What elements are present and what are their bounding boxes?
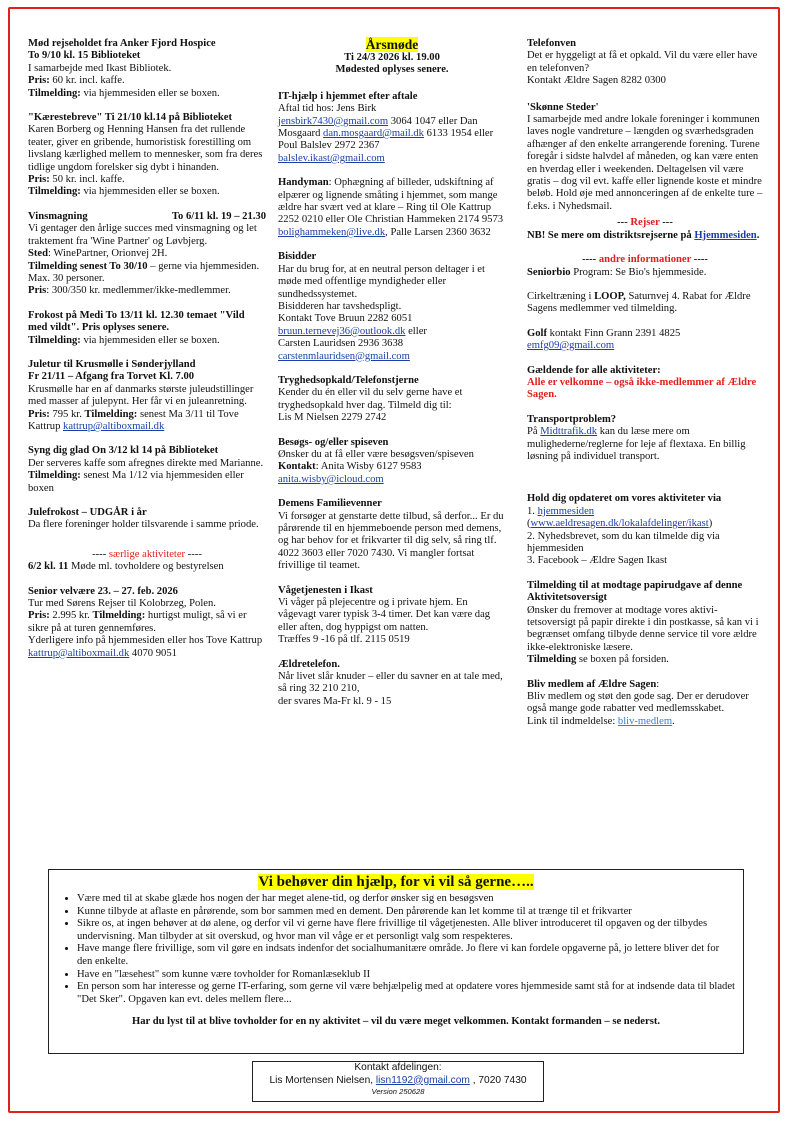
registration-text: senest Ma 1/12 via hjemmesiden eller boxen bbox=[28, 470, 244, 494]
price-label: Pris bbox=[28, 285, 47, 297]
divider: ---- bbox=[691, 254, 708, 266]
event-wine-tasting bbox=[28, 211, 266, 298]
section-description: Det er hyggeligt at få et opkald. Vil du være eller have en telefonven? bbox=[527, 50, 758, 74]
column-middle bbox=[278, 38, 506, 720]
registration-text: via hjemmesiden eller se boxen. bbox=[80, 186, 220, 198]
section-title: Vågetjenesten i Ikast bbox=[278, 584, 373, 596]
divider: --- bbox=[617, 217, 631, 229]
contact-text: Kontakt Tove Bruun 2282 6051 bbox=[278, 313, 413, 325]
email-link[interactable]: balslev.ikast@gmail.com bbox=[278, 152, 385, 164]
circuit-training bbox=[527, 291, 763, 316]
email-link[interactable]: dan.mosgaard@mail.dk bbox=[323, 128, 424, 140]
bisidder bbox=[278, 251, 506, 363]
section-title: Tryghedsopkald/Telefonstjerne bbox=[278, 374, 419, 386]
event-senior-wellness bbox=[28, 586, 266, 660]
column-right bbox=[527, 38, 763, 740]
event-text: I samarbejde med Ikast Bibliotek. bbox=[28, 62, 172, 74]
email-link[interactable]: kattrup@altiboxmail.dk bbox=[28, 647, 130, 659]
url-link[interactable]: www.aeldresagen.dk/lokalafdelinger/ikast bbox=[530, 518, 709, 530]
contact-text: der svares Ma-Fr kl. 9 - 15 bbox=[278, 695, 392, 707]
registration-label: Tilmelding bbox=[527, 654, 577, 666]
list-item: 2. Nyhedsbrevet, som du kan tilmelde dig via hjemmesiden bbox=[527, 530, 720, 554]
travel bbox=[527, 217, 763, 242]
divider: ---- bbox=[92, 548, 109, 560]
contact-text: Carsten Lauridsen 2936 3638 bbox=[278, 338, 404, 350]
section-text: Link til indmeldelse: bbox=[527, 715, 618, 727]
divider: ---- bbox=[185, 548, 202, 560]
email-link[interactable]: bruun.ternevej36@outlook.dk bbox=[278, 325, 406, 337]
event-sing-along bbox=[28, 445, 266, 495]
contact-text: kontakt Finn Grann 2391 4825 bbox=[547, 327, 681, 339]
registration-text: se boxen på forsiden. bbox=[576, 654, 669, 666]
section-label: særlige aktiviteter bbox=[108, 548, 186, 560]
more-info: Yderligere info på hjemmesiden eller hos Tove Kattrup bbox=[28, 635, 263, 647]
phone-friend bbox=[527, 38, 763, 88]
homepage-link[interactable]: hjemmesiden bbox=[537, 505, 595, 517]
event-description: Krusmølle har en af danmarks største juleudstillinger med masser af julepynt. Her får vi en juleanretning. bbox=[28, 383, 254, 408]
transport bbox=[527, 414, 763, 464]
event-date: Fr 21/11 – Afgang fra Torvet Kl. 7.00 bbox=[28, 371, 195, 383]
event-title: Mød rejseholdet fra Anker Fjord Hospice bbox=[28, 38, 216, 49]
registration-text: – gerne via hjemmesiden. Max. 30 personer. bbox=[28, 260, 260, 284]
registration-text: senest Ma 3/11 til Tove Kattrup bbox=[28, 408, 239, 432]
section-description: Bliv medlem og støt den gode sag. Der er derudover også mange gode rabatter ved medlemsskabet. bbox=[527, 691, 749, 715]
section-description: Når livet slår knuder – eller du savner en at tale med, så ring 32 210 210, bbox=[278, 671, 503, 695]
event-title: Julefrokost – UDGÅR i år bbox=[28, 507, 147, 518]
section-text: På bbox=[527, 426, 541, 438]
vigil-service bbox=[278, 585, 506, 647]
price-value: 2.995 kr. bbox=[49, 610, 93, 622]
section-label: andre informationer bbox=[598, 254, 692, 266]
email-link[interactable]: emfg09@gmail.com bbox=[527, 340, 615, 352]
handyman bbox=[278, 177, 506, 239]
section-title: Bliv medlem af Ældre Sagen bbox=[527, 678, 657, 690]
contact-text: Kontakt Ældre Sagen 8282 0300 bbox=[527, 75, 666, 87]
section-description: Vi våger på plejecentre og i private hjem. En vågevagt varer typisk 3-4 timer. Det kan være dag eller aften, dog hyppigst om natten. bbox=[278, 597, 491, 633]
event-christmas-lunch bbox=[28, 507, 266, 532]
beautiful-places bbox=[527, 102, 763, 214]
email-link[interactable]: jensbirk7430@gmail.com bbox=[278, 115, 389, 127]
welcome-note: Alle er velkomne – også ikke-medlemmer af Ældre Sagen. bbox=[527, 376, 757, 401]
event-date: To 6/11 kl. 19 – 21.30 bbox=[171, 210, 266, 222]
section-title: Besøgs- og/eller spiseven bbox=[278, 436, 389, 448]
special-activities-heading bbox=[28, 549, 266, 561]
divider: --- bbox=[659, 217, 673, 229]
column-left bbox=[28, 38, 266, 672]
it-help bbox=[278, 91, 506, 165]
safety-call bbox=[278, 375, 506, 425]
event-description: Der serveres kaffe som afregnes direkte med Marianne. bbox=[28, 457, 264, 469]
event-lunch-medi bbox=[28, 310, 266, 347]
help-list bbox=[49, 893, 743, 1006]
event-title: Frokost på Medi To 13/11 kl. 12.30 temaet "Vild med vildt". Pris oplyses senere. bbox=[28, 309, 245, 334]
section-description: Ønsker du at få eller være besøgsven/spiseven bbox=[278, 448, 474, 460]
contact-text: , Palle Larsen 2360 3632 bbox=[385, 226, 491, 238]
place-value: : WinePartner, Orionvej 2H. bbox=[48, 248, 168, 260]
registration-label: Tilmelding: bbox=[28, 87, 81, 99]
event-description: Vi gentager den årlige succes med vinsmagning og let traktement fra 'Wine Partner' og Løvbjerg. bbox=[28, 223, 257, 247]
phone: 4070 9051 bbox=[129, 647, 177, 659]
stay-updated: Hold dig opdateret om vores aktiviteter via 1. hjemmesiden (www.aeldresagen.dk/lokalafdelinger/ikast) 2. Nyhedsbrevet, som du kan tilmelde dig via hjemmesiden 3. Facebook – Ældre Sagen Ikast bbox=[527, 493, 763, 567]
seniorbio-label: Seniorbio bbox=[527, 266, 571, 278]
section-label: Handyman bbox=[278, 177, 329, 189]
contact-text: eller bbox=[405, 325, 427, 337]
registration-text: via hjemmesiden eller se boxen. bbox=[80, 334, 220, 346]
section-description: Har du brug for, at en neutral person deltager i et møde med offentlige myndigheder eller sundhedssystemet. bbox=[278, 263, 485, 300]
registration-label: Tilmelding: bbox=[28, 470, 81, 482]
section-title: Ældretelefon. bbox=[278, 658, 340, 670]
event-title: "Kærestebreve" Ti 21/10 kl.14 på Biblioteket bbox=[28, 112, 233, 124]
event-hospice bbox=[28, 38, 266, 100]
annual-meeting bbox=[278, 37, 506, 77]
section-description: I samarbejde med andre lokale foreninger i kommunen laves nogle vandreture – længden og sværhedsgraden afhænger af den enkelte arrangerende forening. Turene foregår i sidste halvdel af måneden, og kan være enten en hverdag eller i weekenden. Deltagelsen vil være gratis – dog vil evt. kaffe eller lignende koste et mindre beløb. Hold øje med annonceringen af de enkelte ture – f.eks. i Nyhedsmail. bbox=[527, 114, 763, 212]
meeting-text: Møde ml. tovholdere og bestyrelsen bbox=[68, 561, 224, 573]
section-text: kan du læse mere om mulighederne/reglerne for leje af flextaxa. En billig løsning på individuel transport. bbox=[527, 426, 746, 462]
contact-name: Lis Mortensen Nielsen, bbox=[269, 1074, 376, 1086]
email-link[interactable]: lisn1192@gmail.com bbox=[375, 1074, 470, 1086]
divider: ---- bbox=[582, 254, 599, 266]
other-info bbox=[527, 254, 763, 279]
golf bbox=[527, 328, 763, 353]
annual-meeting-title: Årsmøde bbox=[365, 37, 419, 52]
event-title: Syng dig glad On 3/12 kl 14 på Biblioteket bbox=[28, 445, 219, 457]
become-member-link[interactable]: bliv-medlem bbox=[617, 715, 673, 727]
seniorbio-text: Program: Se Bio's hjemmeside. bbox=[570, 266, 707, 278]
meeting-date: Ti 24/3 2026 kl. 19.00 bbox=[344, 52, 440, 63]
section-title: Demens Familievenner bbox=[278, 498, 382, 510]
event-text: Tur med Sørens Rejser til Kolobrzeg, Polen. bbox=[28, 598, 216, 610]
contact-label: Kontakt afdelingen: bbox=[354, 1062, 442, 1073]
contact-text: : Anita Wisby 6127 9583 bbox=[315, 461, 422, 473]
registration-text: via hjemmesiden eller se boxen. bbox=[80, 87, 220, 99]
section-description: Vi forsøger at genstarte dette tilbud, så derfor... Er du pårørende til en hjemmeboende person med demens, og har behov for et frikvarter til dig selv, så ring tlf. 4022 3603 eller 7020 7430. Vi mangler fortsat frivillige til teamet. bbox=[278, 510, 504, 572]
registration-label: Tilmelding: bbox=[28, 334, 81, 346]
punctuation: : bbox=[656, 678, 660, 690]
section-title: Hold dig opdateret om vores aktiviteter via bbox=[527, 493, 722, 505]
list-item: • Være med til at skabe glæde hos nogen der har meget alene-tid, og derfor ønsker sig en besøgsven bbox=[77, 893, 737, 906]
list-item: 3. Facebook – Ældre Sagen Ikast bbox=[527, 555, 668, 567]
registration-label: Tilmelding: bbox=[28, 186, 81, 198]
event-title: Vinsmagning bbox=[28, 210, 88, 222]
section-title: Telefonven bbox=[527, 38, 577, 49]
travel-note: NB! Se mere om distriktsrejserne på bbox=[527, 229, 695, 241]
email-link[interactable]: bolighammeken@live.dk bbox=[278, 226, 386, 238]
contact-text: 6133 1954 eller Poul Balslev 2972 2367 bbox=[278, 128, 494, 152]
price-value: 50 kr. incl. kaffe. bbox=[49, 174, 125, 186]
contact-box bbox=[252, 1061, 544, 1102]
contact-phone: , 7020 7430 bbox=[469, 1074, 527, 1086]
section-title: Bisidder bbox=[278, 251, 317, 263]
golf-label: Golf bbox=[527, 327, 548, 339]
contact-text: 3064 1047 eller Dan Mosgaard bbox=[278, 115, 478, 140]
registration-label: Tilmelding: bbox=[92, 610, 146, 622]
event-date: To 9/10 kl. 15 Biblioteket bbox=[28, 50, 141, 62]
event-title: Senior velvære 23. – 27. feb. 2026 bbox=[28, 585, 178, 597]
email-link[interactable]: carstenmlauridsen@gmail.com bbox=[278, 350, 410, 362]
section-title: Gældende for alle aktiviteter: bbox=[527, 364, 661, 376]
price-value: 60 kr. incl. kaffe. bbox=[49, 75, 125, 87]
become-member bbox=[527, 679, 763, 729]
all-activities bbox=[527, 365, 763, 402]
contact-label: Kontakt bbox=[278, 461, 316, 473]
homepage-link[interactable]: Hjemmesiden bbox=[694, 229, 757, 241]
event-title: Juletur til Krusmølle i Sønderjylland bbox=[28, 358, 196, 370]
list-item: • Have mange flere frivillige, som vil gøre en indsats indenfor det socialhumanitære område. Jo flere vi kan fordele opgaverne på, jo lettere bliver det for den enkelte. bbox=[77, 943, 737, 968]
section-title: IT-hjælp i hjemmet efter aftale bbox=[278, 90, 418, 102]
price-label: Pris: bbox=[28, 75, 50, 87]
price-label: Pris: bbox=[28, 174, 50, 186]
price-label: Pris: bbox=[28, 610, 50, 622]
handyman-text: : Ophægning af billeder, udskiftning af elpærer og lignende småting i hjemmet, som mange ældre har svært ved at klare – Ring til Ole Kattrup 2252 0210 eller Ole Christian Hammeken 2174 9573 bbox=[278, 177, 504, 226]
contact-text: Lis M Nielsen 2279 2742 bbox=[278, 412, 387, 424]
place-label: Sted bbox=[28, 248, 49, 260]
section-text: Saturnvej 4. Rabat for Ældre Sagens medlemmer ved tilmelding. bbox=[527, 290, 751, 315]
help-box bbox=[48, 869, 744, 1054]
price-value: 795 kr. bbox=[49, 408, 85, 420]
contact-text: Træffes 9 -16 på tlf. 2115 0519 bbox=[278, 634, 410, 646]
list-item: • Kunne tilbyde at aflaste en pårørende, som bor sammen med en dement. Den pårørende kan let komme til at trænge til et frikvarter bbox=[77, 906, 737, 919]
section-description: Kender du én eller vil du selv gerne have et tryghedsopkald hver dag. Tilmeld dig til: bbox=[278, 387, 463, 411]
price-value: : 300/350 kr. medlemmer/ikke-medlemmer. bbox=[46, 285, 231, 297]
help-footer: Har du lyst til at blive tovholder for en ny aktivitet – vil du være meget velkommen. Kontakt formanden – se nederst. bbox=[132, 1016, 660, 1028]
section-title: Tilmelding til at modtage papirudgave af denne Aktivitetsoversigt bbox=[527, 579, 743, 604]
section-title: 'Skønne Steder' bbox=[527, 101, 599, 113]
punctuation: . bbox=[756, 229, 760, 241]
event-love-letters bbox=[28, 112, 266, 199]
price-label: Pris: bbox=[28, 408, 50, 420]
registration-label: Tilmelding: bbox=[84, 408, 138, 420]
event-description: Karen Borberg og Henning Hansen fra det rullende teater, giver en gribende, humoristisk forestilling om livslang kærlighed mellem to mennesker, som fra deres tidlige ungdom forelsker sig dybt i hinanden. bbox=[28, 124, 263, 173]
list-item: • En person som har interesse og gerne IT-erfaring, som gerne vil være behjælpelig med at opdatere vores hjemmeside samt stå for at indsende data til bladet "Det Sker". Opgaven kan evt. deles mellem flere... bbox=[77, 981, 737, 1006]
section-text: Cirkeltræning i bbox=[527, 290, 595, 302]
email-link[interactable]: kattrup@altiboxmail.dk bbox=[63, 420, 165, 432]
section-text: Bisidderen har tavshedspligt. bbox=[278, 300, 402, 312]
section-description: Ønsker du fremover at modtage vores aktivi-tetsoversigt på papir direkte i din postkasse, så kan vi i begrænset omfang tilbyde denne service til vore ældre ikke-elektroniske læsere. bbox=[527, 604, 759, 653]
event-christmas-trip bbox=[28, 359, 266, 433]
meeting-place: Mødested oplyses senere. bbox=[335, 64, 449, 76]
version-text: Version 250628 bbox=[371, 1087, 425, 1097]
list-item: • Sikre os, at ingen behøver at dø alene, og derfor vil vi gerne have flere frivillige til vågetjenesten. Alle bliver introduceret til opgaven og der tilbydes undervisning. Man tilbyder at sit overskud, og hvor man vil våge er et personligt valg som respekteres. bbox=[77, 918, 737, 943]
registration-label: Tilmelding senest To 30/10 bbox=[28, 260, 148, 272]
list-item: • Have en "læsehest" som kunne være tovholder for Romanlæseklub II bbox=[77, 969, 737, 982]
loop-label: LOOP, bbox=[594, 290, 626, 302]
registration-text: hurtigst muligt, så vi er sikre på at turen gennemføres. bbox=[28, 610, 247, 634]
section-label: Rejser bbox=[630, 217, 660, 229]
visiting-friend bbox=[278, 437, 506, 487]
help-title: Vi behøver din hjælp, for vi vil så gerne….. bbox=[258, 874, 534, 890]
dementia-friends bbox=[278, 498, 506, 572]
it-help-text: Aftal tid hos: Jens Birk bbox=[278, 103, 377, 115]
elder-phone bbox=[278, 659, 506, 709]
list-number: 1. bbox=[527, 505, 538, 517]
meeting-date: 6/2 kl. 11 bbox=[28, 561, 69, 573]
event-description: Da flere foreninger holder tilsvarende i samme priode. bbox=[28, 519, 259, 531]
section-title: Transportproblem? bbox=[527, 413, 617, 425]
midttrafik-link[interactable]: Midttrafik.dk bbox=[540, 426, 598, 438]
email-link[interactable]: anita.wisby@icloud.com bbox=[278, 473, 384, 485]
punctuation: . bbox=[672, 715, 675, 727]
paper-signup bbox=[527, 580, 763, 667]
